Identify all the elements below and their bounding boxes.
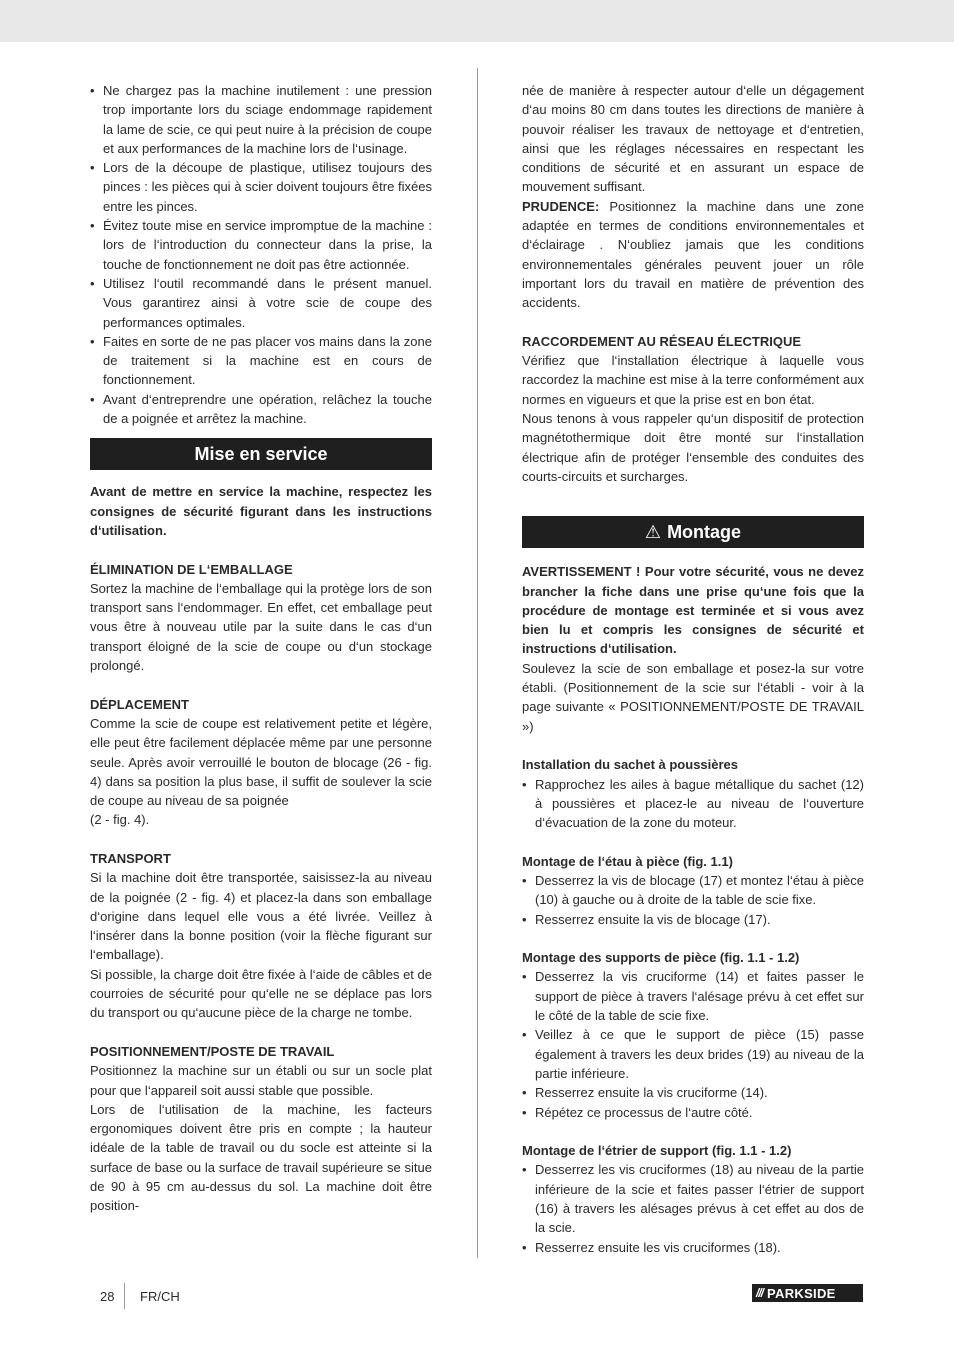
list-item: • Répétez ce processus de l‘autre côté. (522, 1103, 864, 1122)
heading-elimination-emballage: ÉLIMINATION DE L‘EMBALLAGE (90, 561, 293, 577)
heading-etrier: Montage de l‘étrier de support (fig. 1.1 - 1.2) (522, 1143, 792, 1159)
paragraph: Vérifiez que l‘installation électrique à laquelle vous raccordez la machine est mise à la terre conformément aux normes en vigueurs et que la prise est en bon état. (522, 353, 864, 407)
list-item: • Faites en sorte de ne pas placer vos mains dans la zone de traitement si la machine est en cours de fonctionnement. (90, 332, 432, 390)
left-column (90, 81, 432, 1216)
paragraph: Sortez la machine de l‘emballage qui la protège lors de son transport sans l‘endommager. En effet, cet emballage peut vous être à nouveau utile par la suite dans le cas d‘un transport éloigné de la scie de coupe ou d‘un stockage prolongé. (90, 580, 432, 674)
prudence-paragraph (522, 197, 864, 313)
list-item: • Desserrez la vis cruciforme (14) et faites passer le support de pièce à travers l‘alésage prévu à cet effet sur le côté de la table de scie fixe. (522, 967, 864, 1025)
logo-wordmark: PARKSIDE (767, 1285, 836, 1301)
list-item: • Resserrez ensuite les vis cruciformes (18). (522, 1238, 864, 1257)
safety-bullet-list (90, 81, 432, 428)
list-item: • Desserrez les vis cruciformes (18) au niveau de la partie inférieure de la scie et faites passer l‘étrier de support (16) à travers les alésages prévus à cet effet au dos de la scie. (522, 1160, 864, 1237)
section-title: Mise en service (194, 444, 328, 465)
paragraph: Lors de l‘utilisation de la machine, les facteurs ergonomiques doivent être pris en compte ; la hauteur idéale de la table de travail ou du socle est atteinte si la surface de base ou la surface de travail supérieure se situe de 90 à 95 cm au-dessus du sol. La machine doit être position- (90, 1101, 432, 1214)
bullet-list (522, 775, 864, 833)
paragraph: Si possible, la charge doit être fixée à l‘aide de câbles et de courroies de sécurité pour qu‘elle ne se déplace pas lors du transport ou qu‘aucune pièce de la charge ne tombe. (90, 966, 432, 1021)
paragraph: Positionnez la machine sur un établi ou sur un socle plat pour que l‘appareil soit aussi stable que possible. (90, 1063, 432, 1098)
heading-deplacement: DÉPLACEMENT (90, 696, 189, 712)
list-item: • Utilisez l‘outil recommandé dans le présent manuel. Vous garantirez ainsi à votre scie de coupe des performances optimales. (90, 274, 432, 332)
list-item: • Desserrez la vis de blocage (17) et montez l‘étau à pièce (10) à gauche ou à droite de la table de scie fixe. (522, 871, 864, 910)
prudence-label: PRUDENCE: (522, 198, 600, 214)
list-item: • Resserrez ensuite la vis de blocage (17). (522, 910, 864, 929)
list-item: • Ne chargez pas la machine inutilement : une pression trop importante lors du sciage endommage rapidement la lame de scie, ce qui peut nuire à la précision de coupe et aux performances de la machine lors de l‘usinage. (90, 81, 432, 158)
parkside-logo (752, 1284, 863, 1302)
intro-paragraph: Avant de mettre en service la machine, respectez les consignes de sécurité figurant dans les instructions d‘utilisation. (90, 484, 432, 538)
list-item: • Avant d‘entreprendre une opération, relâchez la touche de a poignée et arrêtez la machine. (90, 390, 432, 429)
list-item: • Veillez à ce que le support de pièce (15) passe également à travers les deux brides (19) au niveau de la partie inférieure. (522, 1025, 864, 1083)
paragraph: Soulevez la scie de son emballage et posez-la sur votre établi. (Positionnement de la scie sur l‘établi - voir à la page suivante « POSITIONNEMENT/POSTE DE TRAVAIL ») (522, 660, 864, 734)
prudence-text: Positionnez la machine dans une zone adaptée en termes de conditions environnementales et d‘éclairage . N‘oubliez jamais que les conditions environnementales générales peuvent jouer un rôle important lors du travail en matière de prévention des accidents. (522, 198, 864, 311)
list-item: • Resserrez ensuite la vis cruciforme (14). (522, 1083, 864, 1102)
section-banner-mise-en-service (90, 438, 432, 470)
right-column (522, 81, 864, 1257)
column-divider (477, 68, 478, 1258)
section-title: Montage (667, 522, 742, 543)
warning-triangle-icon: ⚠ (644, 522, 662, 543)
paragraph: (2 - fig. 4). (90, 812, 150, 828)
heading-etau: Montage de l‘étau à pièce (fig. 1.1) (522, 853, 733, 869)
list-item: • Évitez toute mise en service impromptue de la machine : lors de l‘introduction du connecteur dans la prise, la touche de fonctionnement ne doit pas être actionnée. (90, 216, 432, 274)
footer-divider (124, 1283, 125, 1309)
page-number: 28 (100, 1289, 115, 1304)
heading-raccordement: RACCORDEMENT AU RÉSEAU ÉLECTRIQUE (522, 333, 802, 349)
paragraph: Comme la scie de coupe est relativement petite et légère, elle peut être facilement déplacée même par une personne seule. Après avoir verrouillé le bouton de blocage (26 - fig. 4) dans sa position la plus base, il suffit de soulever la scie de coupe au niveau de sa poignée (90, 715, 432, 809)
warning-paragraph: AVERTISSEMENT ! Pour votre sécurité, vous ne devez brancher la fiche dans une prise qu‘une fois que la procédure de montage est terminée et si vous avez bien lu et compris les consignes de sécurité et instructions d‘utilisation. (522, 564, 864, 657)
language-code: FR/CH (140, 1289, 180, 1304)
paragraph: Si la machine doit être transportée, saisissez-la au niveau de la poignée (2 - fig. 4) et placez-la dans son emballage d‘origine dans lequel elle vous a été livrée. Veillez à l‘insérer dans la bonne position (voir la flèche figurant sur l‘emballage). (90, 870, 432, 963)
list-item: • Rapprochez les ailes à bague métallique du sachet (12) à poussières et placez-le au niveau de l‘ouverture d‘évacuation de la zone du moteur. (522, 775, 864, 833)
heading-transport: TRANSPORT (90, 850, 171, 866)
heading-sachet-poussieres: Installation du sachet à poussières (522, 757, 739, 773)
heading-positionnement: POSITIONNEMENT/POSTE DE TRAVAIL (90, 1043, 335, 1059)
paragraph: née de manière à respecter autour d‘elle un dégagement d‘au moins 80 cm dans toutes les directions de manière à pouvoir réaliser les travaux de nettoyage et d‘entretien, ainsi que les réglages nécessaires en respectant les conditions de sécurité et en assurant un espace de mouvement suffisant. (522, 83, 864, 195)
section-banner-montage (522, 516, 864, 548)
paragraph: Nous tenons à vous rappeler qu‘un dispositif de protection magnétothermique doit être monté sur l‘installation électrique afin de protéger l‘ensemble des conduites des courts-circuits et surcharges. (522, 411, 864, 484)
list-item: • Lors de la découpe de plastique, utilisez toujours des pinces : les pièces qui à scier doivent toujours être fixées entre les pinces. (90, 158, 432, 216)
bullet-list (522, 967, 864, 1121)
logo-stripes-icon: /// (756, 1286, 764, 1300)
bullet-list (522, 1160, 864, 1256)
top-header-bar (0, 0, 954, 42)
heading-supports: Montage des supports de pièce (fig. 1.1 - 1.2) (522, 950, 800, 966)
bullet-list (522, 871, 864, 929)
